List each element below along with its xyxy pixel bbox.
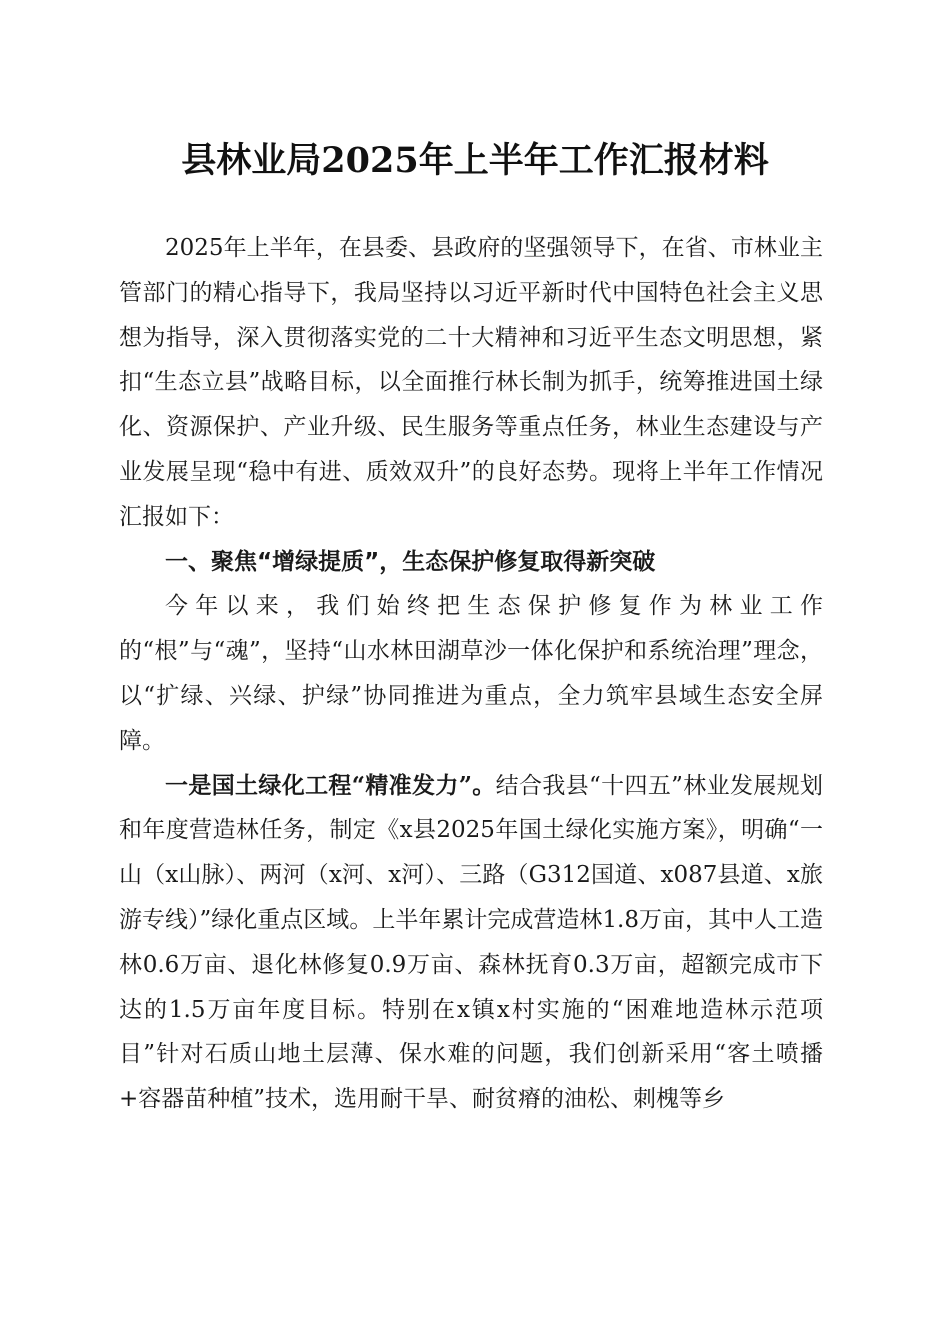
item-paragraph: [119, 764, 823, 1122]
intro-paragraph: 2025年上半年，在县委、县政府的坚强领导下，在省、市林业主管部门的精心指导下，我局坚持以习近平新时代中国特色社会主义思想为指导，深入贯彻落实党的二十大精神和习近平生态文明思想，紧扣“生态立县”战略目标，以全面推行林长制为抓手，统筹推进国土绿化、资源保护、产业升级、民生服务等重点任务，林业生态建设与产业发展呈现“稳中有进、质效双升”的良好态势。现将上半年工作情况汇报如下：: [119, 235, 823, 530]
document-body: [119, 226, 823, 1122]
section-intro-paragraph: 今年以来，我们始终把生态保护修复作为林业工作的“根”与“魂”，坚持“山水林田湖草沙一体化保护和系统治理”理念，以“扩绿、兴绿、护绿”协同推进为重点，全力筑牢县域生态安全屏障。: [119, 593, 823, 754]
section-heading: 一、聚焦“增绿提质”，生态保护修复取得新突破: [165, 548, 656, 575]
item-text: 结合我县“十四五”林业发展规划和年度营造林任务，制定《x县2025年国土绿化实施方案》，明确“一山（x山脉）、两河（x河、x河）、三路（G312国道、x087县道、x旅游专线）”绿化重点区域。上半年累计完成营造林1.8万亩，其中人工造林0.6万亩、退化林修复0.9万亩、森林抚育0.3万亩，超额完成市下达的1.5万亩年度目标。特别在x镇x村实施的“困难地造林示范项目”针对石质山地土层薄、保水难的问题，我们创新采用“客土喷播+容器苗种植”技术，选用耐干旱、耐贫瘠的油松、刺槐等乡: [119, 772, 823, 1113]
item-lead: 一是国土绿化工程“精准发力”。: [165, 771, 496, 799]
document-title: 县林业局2025年上半年工作汇报材料: [181, 140, 769, 181]
